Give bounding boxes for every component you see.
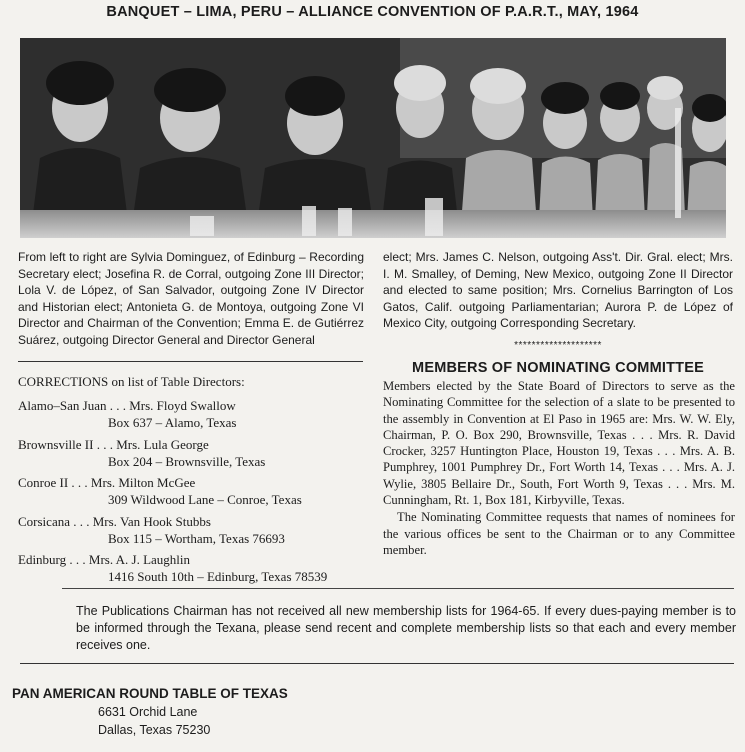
correction-line2: Box 637 – Alamo, Texas <box>108 415 237 430</box>
correction-line2: 1416 South 10th – Edinburg, Texas 78539 <box>108 569 328 584</box>
group-photo-icon <box>20 38 726 238</box>
nominating-paragraph: Members elected by the State Board of Directors to serve as the Nominating Committee for the selection of a slate to be presented to the assembly in Convention at El Paso in 1965 are: Mrs. W. W. Ely, Chairman, P. O. Box 290, Brownsville, Texas . . . Mrs. R. David Crocker, 3257 Huntington Place, Houston 19, Texas . . . Mrs. A. B. Pumphrey, 1001 Pumphrey Dr., Fort Worth 14, Texas . . . Mrs. A. J. Wylie, 3805 Bellaire Dr., South, Fort Worth 9, Texas . . . Mrs. M. Cunningham, Rt. 1, Box 181, Kirbyville, Texas. <box>383 379 735 508</box>
divider-left <box>18 361 363 362</box>
nominating-committee-body <box>383 378 735 558</box>
correction-entry <box>18 551 368 585</box>
correction-entry <box>18 436 368 470</box>
photo-caption-left: From left to right are Sylvia Dominguez, of Edinburg – Recording Secretary elect; Josefina R. de Corral, outgoing Zone III Director; Lola V. de López, of San Salvador, outgoing Zone IV Director and Historian elect; Antonieta G. de Montoya, outgoing Zone VI Director and Chairman of the Convention; Emma E. de Gutiérrez Suárez, outgoing Director General and Director General <box>18 250 364 347</box>
page-headline: BANQUET – LIMA, PERU – ALLIANCE CONVENTION OF P.A.R.T., MAY, 1964 <box>106 4 639 20</box>
correction-line2: 309 Wildwood Lane – Conroe, Texas <box>108 492 302 507</box>
correction-line2: Box 115 – Wortham, Texas 76693 <box>108 531 285 546</box>
organization-name: PAN AMERICAN ROUND TABLE OF TEXAS <box>12 686 288 701</box>
correction-entry <box>18 474 368 508</box>
correction-line1: Conroe II . . . Mrs. Milton McGee <box>18 475 196 490</box>
correction-line1: Corsicana . . . Mrs. Van Hook Stubbs <box>18 514 211 529</box>
correction-entry <box>18 397 368 431</box>
star-divider: ******************** <box>514 340 602 351</box>
organization-address <box>98 703 210 739</box>
corrections-title: CORRECTIONS on list of Table Directors: <box>18 374 245 389</box>
divider-middle <box>62 588 734 589</box>
correction-line1: Brownsville II . . . Mrs. Lula George <box>18 437 209 452</box>
photo-caption-right: elect; Mrs. James C. Nelson, outgoing Ass't. Dir. Gral. elect; Mrs. I. M. Smalley, of Deming, New Mexico, outgoing Zone II Director and elected to same position; Mrs. Cornelius Barrington of Los Gatos, Calif. outgoing Parliamentarian; Aurora P. de López of Mexico City, outgoing Corresponding Secretary. <box>383 250 733 331</box>
address-city: Dallas, Texas 75230 <box>98 723 211 737</box>
correction-line1: Alamo–San Juan . . . Mrs. Floyd Swallow <box>18 398 236 413</box>
divider-bottom <box>20 663 734 664</box>
correction-line2: Box 204 – Brownsville, Texas <box>108 454 266 469</box>
nominating-committee-title: MEMBERS OF NOMINATING COMMITTEE <box>412 360 704 376</box>
publications-notice: The Publications Chairman has not received all new membership lists for 1964-65. If every dues-paying member is to be informed through the Texana, please send recent and complete membership lists so that each and every member receives one. <box>76 604 736 652</box>
banquet-photo <box>20 38 726 238</box>
nominating-paragraph: The Nominating Committee requests that names of nominees for the various offices be sent to the Chairman or to any Committee member. <box>383 510 735 557</box>
correction-entry <box>18 513 368 547</box>
correction-line1: Edinburg . . . Mrs. A. J. Laughlin <box>18 552 191 567</box>
address-street: 6631 Orchid Lane <box>98 705 198 719</box>
